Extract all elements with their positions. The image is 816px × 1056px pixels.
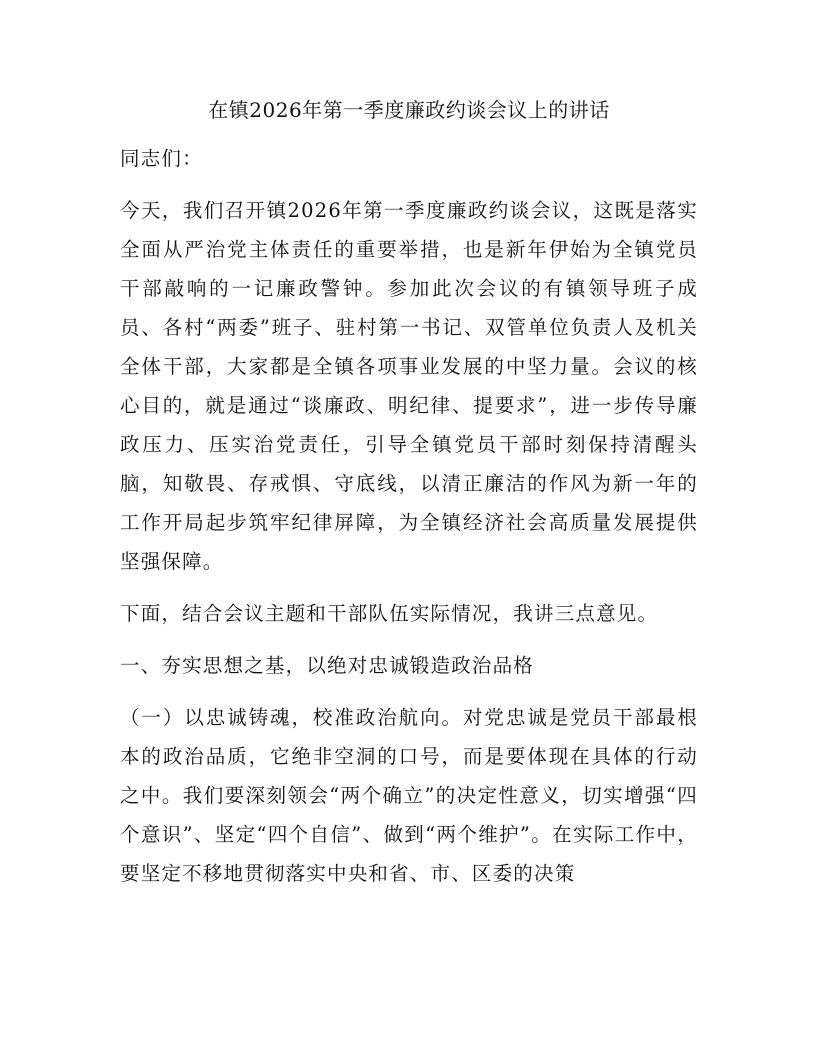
section-heading-1: 一、夯实思想之基，以绝对忠诚锻造政治品格 — [120, 654, 535, 677]
paragraph-opening: 今天，我们召开镇2026年第一季度廉政约谈会议，这既是落实全面从严治党主体责任的重要举措，也是新年伊始为全镇党员干部敲响的一记廉政警钟。参加此次会议的有镇领导班子成员、各村“两委”班子、驻村第一书记、双管单位负责人及机关全体干部，大家都是全镇各项事业发展的中坚力量。会议的核心目的，就是通过“谈廉政、明纪律、提要求”，进一步传导廉政压力、压实治党责任，引导全镇党员干部时刻保持清醒头脑，知敬畏、存戒惧、守底线，以清正廉洁的作风为新一年的工作开局起步筑牢纪律屏障，为全镇经济社会高质量发展提供坚强保障。 — [120, 199, 698, 573]
speech-title: 在镇2026年第一季度廉政约谈会议上的讲话 — [208, 98, 610, 122]
greeting: 同志们： — [120, 147, 203, 170]
paragraph-intro: 下面，结合会议主题和干部队伍实际情况，我讲三点意见。 — [120, 602, 659, 625]
document-body — [120, 88, 698, 893]
paragraph-subsection-1: （一）以忠诚铸魂，校准政治航向。对党忠诚是党员干部最根本的政治品质，它绝非空洞的口号，而是要体现在具体的行动之中。我们要深刻领会“两个确立”的决定性意义，切实增强“四个意识”、坚定“四个自信”、做到“两个维护”。在实际工作中，要坚定不移地贯彻落实中央和省、市、区委的决策 — [120, 706, 698, 885]
